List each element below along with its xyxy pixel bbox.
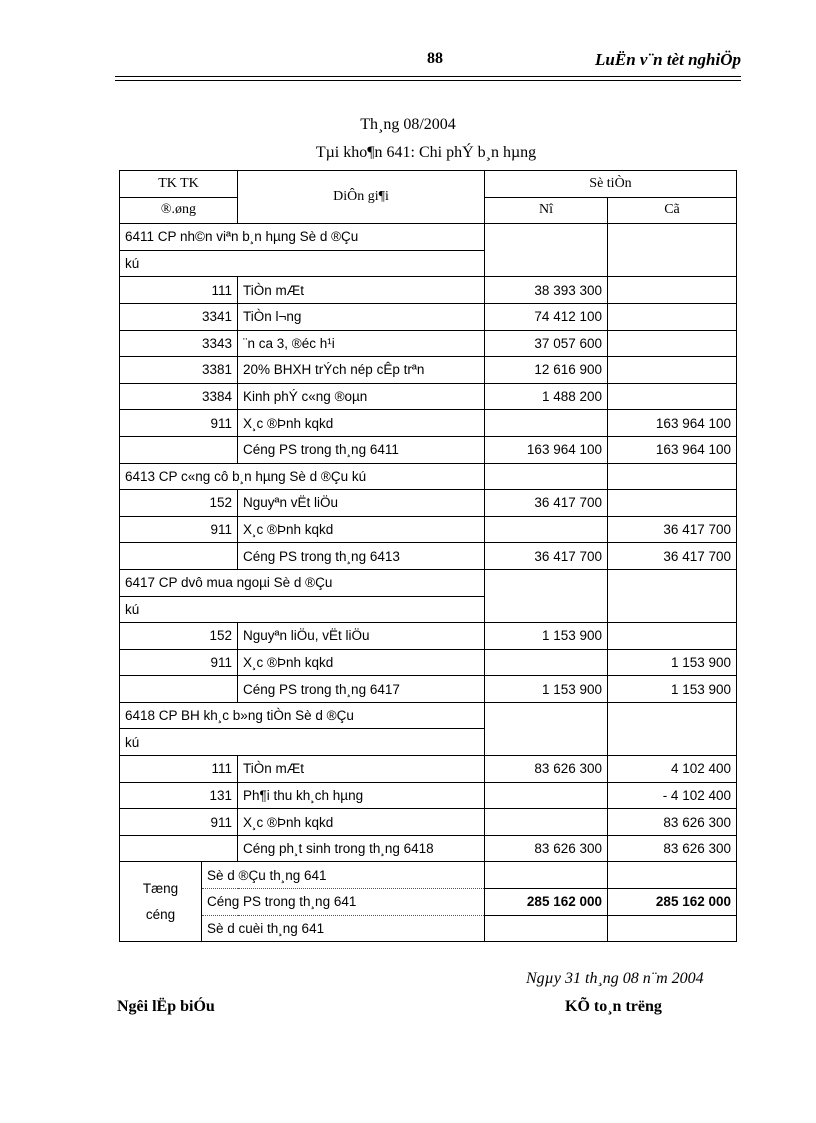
table-row [120,383,737,410]
row-credit: 1 153 900 [608,676,737,703]
row-debit: 163 964 100 [485,436,608,463]
total-row-closing [120,915,737,942]
row-tk: 111 [120,277,238,304]
row-tk [120,676,238,703]
page-number: 88 [427,50,443,67]
row-credit [608,303,737,330]
row-tk: 131 [120,782,238,809]
row-debit [485,410,608,437]
row-debit: 83 626 300 [485,835,608,862]
row-credit: 163 964 100 [608,410,737,437]
group-6417-title: 6417 CP dvô mua ngoµi Sè d ®Çu [120,569,485,596]
group-6411-opening-debit [485,224,608,277]
header-credit: Cã [608,197,737,224]
table-row [120,410,737,437]
header-description: DiÔn gi¶i [238,171,485,224]
row-tk: 3384 [120,383,238,410]
row-tk: 911 [120,516,238,543]
row-description: Céng PS trong th¸ng 6411 [238,436,485,463]
row-credit [608,490,737,517]
group-6413-title: 6413 CP c«ng cô b¸n hµng Sè d ®Çu kú [120,463,485,490]
total-label [120,862,202,942]
page-header [115,46,741,76]
table-row [120,756,737,783]
row-description: X¸c ®Þnh kqkd [238,809,485,836]
row-tk: 152 [120,623,238,650]
account-title: Tµi kho¶n 641: Chi phÝ b¸n hµng [315,144,537,161]
row-debit: 37 057 600 [485,330,608,357]
row-credit: 83 626 300 [608,809,737,836]
preparer-signature-label: Ngêi lËp biÓu [117,998,215,1015]
row-debit: 12 616 900 [485,357,608,384]
group-6418-opening-credit [608,702,737,755]
row-debit [485,649,608,676]
total-opening-label: Sè d ®Çu th¸ng 641 [202,862,485,889]
row-debit: 83 626 300 [485,756,608,783]
group-6417-opening-debit [485,569,608,622]
row-credit [608,383,737,410]
row-debit: 36 417 700 [485,490,608,517]
row-description: TiÒn mÆt [238,756,485,783]
total-closing-label: Sè d cuèi th¸ng 641 [202,915,485,942]
row-debit: 1 153 900 [485,623,608,650]
total-label-line2: céng [145,906,176,922]
header-rule-bottom [115,80,741,81]
row-tk: 911 [120,809,238,836]
total-row-ps [120,889,737,916]
row-tk: 911 [120,410,238,437]
row-description: X¸c ®Þnh kqkd [238,516,485,543]
group-6417-title-cont: kú [120,596,485,623]
row-debit [485,782,608,809]
row-description: Céng ph¸t sinh trong th¸ng 6418 [238,835,485,862]
row-tk: 152 [120,490,238,517]
row-tk: 111 [120,756,238,783]
group-6411-title-cont: kú [120,250,485,277]
table-row [120,809,737,836]
row-tk [120,835,238,862]
row-debit: 38 393 300 [485,277,608,304]
row-credit: 36 417 700 [608,543,737,570]
group-6418-title: 6418 CP BH kh¸c b»ng tiÒn Sè d ®Çu [120,702,485,729]
total-ps-label: Céng PS trong th¸ng 641 [202,889,485,916]
row-description: Nguyªn vËt liÖu [238,490,485,517]
group-6411-opening-credit [608,224,737,277]
row-debit [485,809,608,836]
total-ps-debit: 285 162 000 [485,889,608,916]
row-tk [120,436,238,463]
row-credit [608,277,737,304]
row-description: TiÒn l¬ng [238,303,485,330]
table-row [120,649,737,676]
subtotal-row [120,676,737,703]
table-row [120,490,737,517]
group-6418-title-cont: kú [120,729,485,756]
row-tk: 911 [120,649,238,676]
row-credit [608,330,737,357]
row-description: TiÒn mÆt [238,277,485,304]
header-tk: TK TK [120,171,238,198]
total-label-line1: Tæng [142,880,179,896]
total-ps-credit: 285 162 000 [608,889,737,916]
group-6411-title: 6411 CP nh©n viªn b¸n hµng Sè d ®Çu [120,224,485,251]
table-row [120,357,737,384]
table-row [120,782,737,809]
row-credit [608,623,737,650]
row-debit: 74 412 100 [485,303,608,330]
report-month: Th¸ng 08/2004 [360,116,456,133]
row-tk: 3343 [120,330,238,357]
header-amount: Sè tiÒn [485,171,737,198]
thesis-title: LuËn v¨n tèt nghiÖp [595,50,741,69]
group-6417-opening-credit [608,569,737,622]
row-description: X¸c ®Þnh kqkd [238,410,485,437]
table-row [120,277,737,304]
row-credit: 4 102 400 [608,756,737,783]
subtotal-row [120,835,737,862]
chief-accountant-signature-label: KÕ to¸n trëng [565,998,662,1015]
row-description: X¸c ®Þnh kqkd [238,649,485,676]
group-6413-opening-debit [485,463,608,490]
group-6418-opening-debit [485,702,608,755]
row-credit: 1 153 900 [608,649,737,676]
row-debit: 1 488 200 [485,383,608,410]
row-credit: 36 417 700 [608,516,737,543]
table-row [120,303,737,330]
report-date: Ngµy 31 th¸ng 08 n¨m 2004 [526,970,704,987]
row-debit: 36 417 700 [485,543,608,570]
table-row [120,623,737,650]
row-tk [120,543,238,570]
group-6417-title-row [120,569,737,596]
row-description: Kinh phÝ c«ng ®oµn [238,383,485,410]
row-credit: 163 964 100 [608,436,737,463]
row-debit: 1 153 900 [485,676,608,703]
group-6418-title-row [120,702,737,729]
header-rule-top [115,76,741,77]
row-credit: - 4 102 400 [608,782,737,809]
subtotal-row [120,436,737,463]
group-6413-title-row [120,463,737,490]
header-debit: Nî [485,197,608,224]
total-opening-debit [485,862,608,889]
total-closing-debit [485,915,608,942]
row-description: 20% BHXH trÝch nép cÊp trªn [238,357,485,384]
ledger-table [119,170,737,942]
total-row-opening [120,862,737,889]
group-6413-opening-credit [608,463,737,490]
subtotal-row [120,543,737,570]
row-description: Céng PS trong th¸ng 6413 [238,543,485,570]
row-description: Ph¶i thu kh¸ch hµng [238,782,485,809]
group-6411-title-row [120,224,737,251]
table-row [120,330,737,357]
row-description: Nguyªn liÖu, vËt liÖu [238,623,485,650]
row-description: Céng PS trong th¸ng 6417 [238,676,485,703]
table-row [120,516,737,543]
header-tk-corresponding: ®.øng [120,197,238,224]
row-debit [485,516,608,543]
row-tk: 3341 [120,303,238,330]
row-tk: 3381 [120,357,238,384]
row-description: ¨n ca 3, ®éc h¹i [238,330,485,357]
total-closing-credit [608,915,737,942]
row-credit: 83 626 300 [608,835,737,862]
total-opening-credit [608,862,737,889]
row-credit [608,357,737,384]
